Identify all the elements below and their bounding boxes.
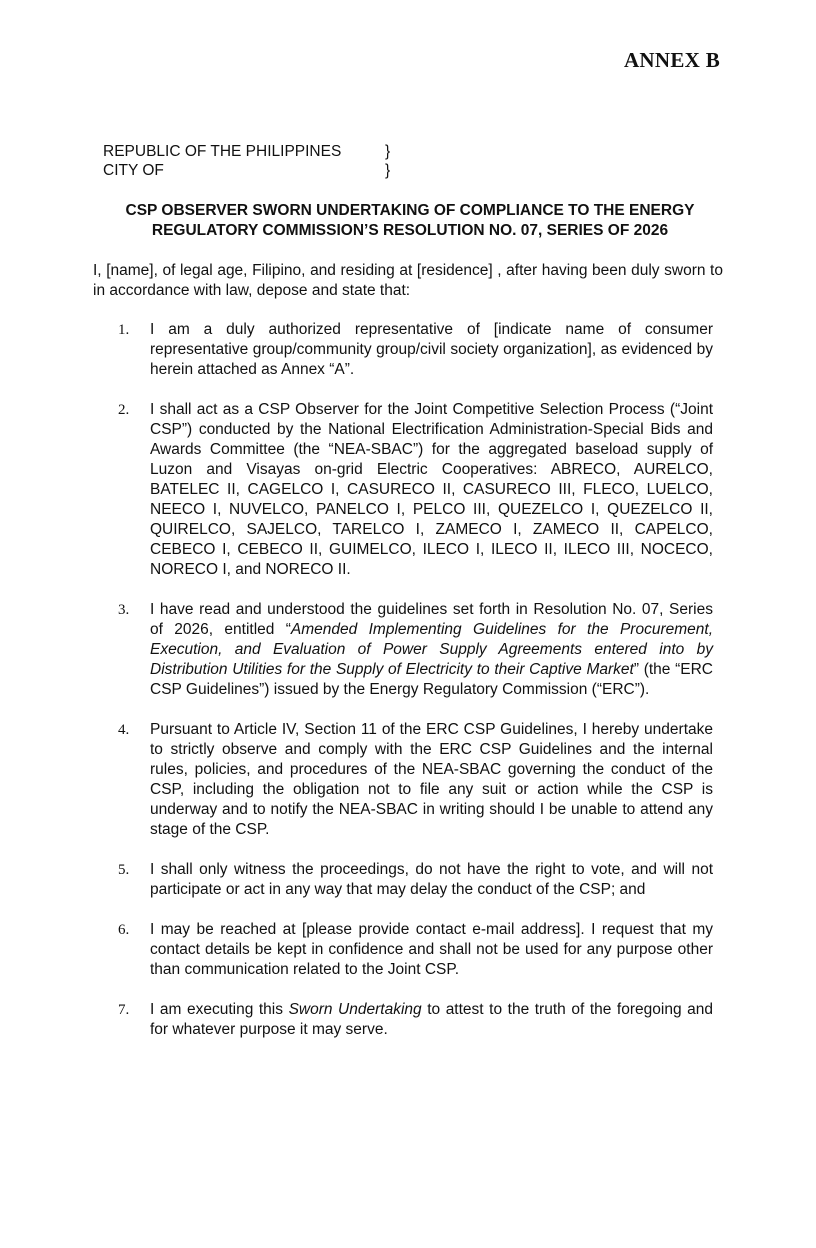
list-item-1: [118, 320, 713, 380]
document-title: [80, 201, 740, 241]
intro-paragraph: I, [name], of legal age, Filipino, and residing at [residence] , after having been duly sworn to in accordance with law, depose and state that:: [93, 262, 723, 299]
venue-city: CITY OF: [103, 162, 164, 179]
item-text: [150, 1000, 713, 1040]
undertaking-list: [118, 320, 713, 1060]
list-item-4: [118, 720, 713, 840]
list-item-3: [118, 600, 713, 700]
list-item-5: [118, 860, 713, 900]
list-item-6: [118, 920, 713, 980]
title-line-1: CSP OBSERVER SWORN UNDERTAKING OF COMPLIANCE TO THE ENERGY: [125, 202, 695, 219]
item-number: 1.: [118, 322, 130, 338]
item-number: 2.: [118, 402, 130, 418]
item-text-pre: I have read and understood the guidelines set forth in Resolution No. 07, Series of 2026, entitled “: [150, 601, 713, 638]
item-number: 3.: [118, 602, 130, 618]
item-text-pre: I am executing this: [150, 1001, 289, 1018]
item-text: I shall act as a CSP Observer for the Joint Competitive Selection Process (“Joint CSP”) conducted by the National Electrification Administration-Special Bids and Awards Committee (the “NEA-SBAC”) for the aggregated baseload supply of Luzon and Visayas on-grid Electric Cooperatives: ABRECO, AURELCO, BATELEC II, CAGELCO I, CASURECO II, CASURECO III, FLECO, LUELCO, NEECO I, NUVELCO, PANELCO I, PELCO III, QUEZELCO I, QUEZELCO II, QUIRELCO, SAJELCO, TARELCO I, ZAMECO I, ZAMECO II, CAPELCO, CEBECO I, CEBECO II, GUIMELCO, ILECO I, ILECO II, ILECO III, NOCECO, NORECO I, and NORECO II.: [150, 401, 713, 578]
item-text: I may be reached at [please provide contact e-mail address]. I request that my contact details be kept in confidence and shall not be used for any purpose other than communication related to the Joint CSP.: [150, 921, 713, 978]
item-text-post: to attest to the truth of the foregoing and for whatever purpose it may serve.: [150, 1001, 713, 1038]
venue-brace: }: [385, 143, 391, 160]
venue-brace: }: [385, 162, 391, 179]
guidelines-title: Amended Implementing Guidelines for the Procurement, Execution, and Evaluation of Power Supply Agreements entered into by Distribution Utilities for the Supply of Electricity to their Captive Market: [150, 621, 713, 678]
list-item-7: [118, 1000, 713, 1040]
sworn-undertaking-term: Sworn Undertaking: [288, 1001, 422, 1018]
venue-row-republic: [103, 142, 390, 161]
item-number: 6.: [118, 922, 130, 938]
item-text: I shall only witness the proceedings, do not have the right to vote, and will not participate or act in any way that may delay the conduct of the CSP; and: [150, 861, 713, 898]
venue-block: [103, 142, 390, 180]
list-item-2: [118, 400, 713, 580]
item-text: I am a duly authorized representative of [indicate name of consumer representative group/community group/civil society organization], as evidenced by herein attached as Annex “A”.: [150, 321, 713, 378]
title-line-2: REGULATORY COMMISSION’S RESOLUTION NO. 07, SERIES OF 2026: [151, 222, 669, 239]
item-number: 7.: [118, 1002, 130, 1018]
item-text: Pursuant to Article IV, Section 11 of the ERC CSP Guidelines, I hereby undertake to strictly observe and comply with the ERC CSP Guidelines and the internal rules, policies, and procedures of the NEA-SBAC governing the conduct of the CSP, including the obligation not to file any suit or action while the CSP is underway and to notify the NEA-SBAC in writing should I be unable to attend any stage of the CSP.: [150, 721, 713, 838]
item-text-post: ” (the “ERC CSP Guidelines”) issued by the Energy Regulatory Commission (“ERC”).: [150, 661, 713, 698]
item-number: 4.: [118, 722, 130, 738]
item-number: 5.: [118, 862, 130, 878]
annex-label: ANNEX B: [623, 48, 720, 72]
item-text: [150, 600, 713, 700]
venue-republic: REPUBLIC OF THE PHILIPPINES: [103, 143, 342, 160]
venue-row-city: [103, 161, 390, 180]
